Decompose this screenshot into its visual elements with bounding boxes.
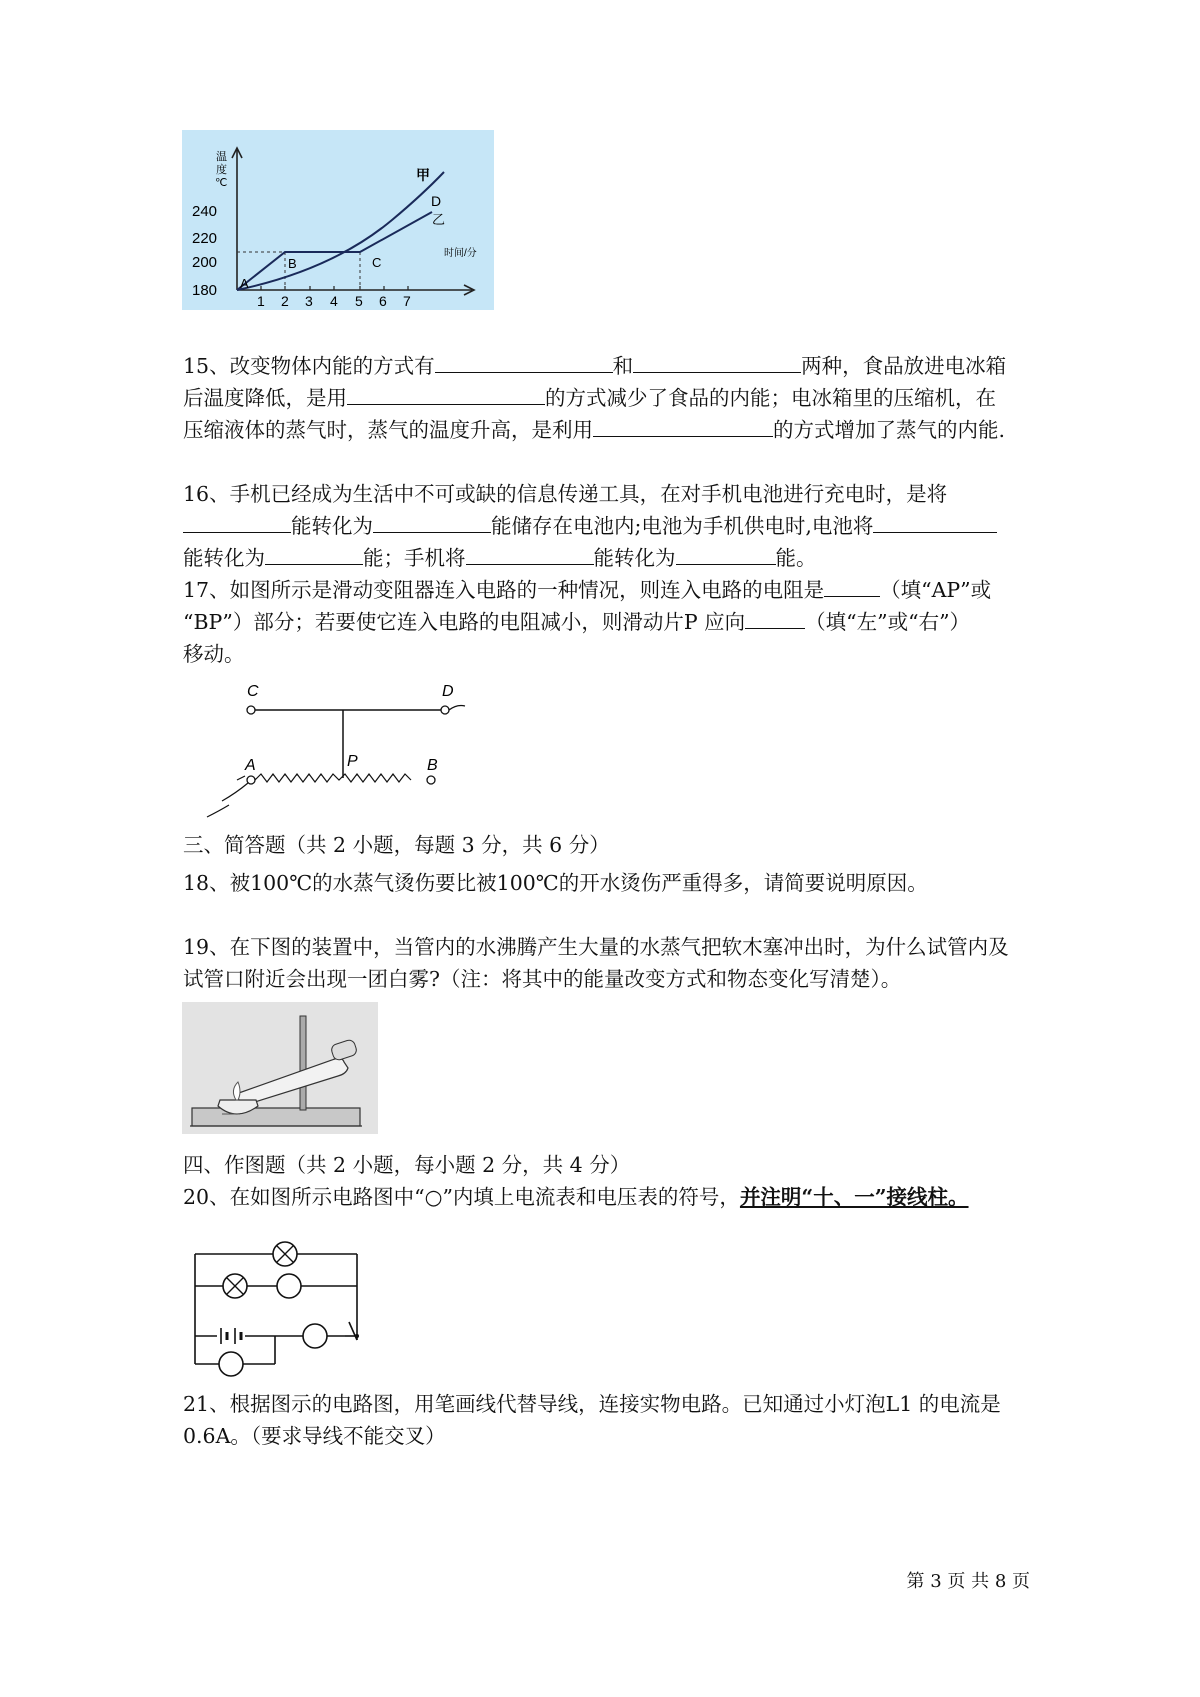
switch-contact xyxy=(355,1334,359,1338)
stand-base xyxy=(192,1108,360,1126)
y-tick-220: 220 xyxy=(192,230,218,247)
y-tick-240: 240 xyxy=(192,203,218,220)
label-C: C xyxy=(247,683,259,700)
terminal-D xyxy=(441,706,449,714)
circuit-svg xyxy=(185,1230,375,1378)
label-jia: 甲 xyxy=(416,167,430,183)
steam-apparatus-image xyxy=(182,1002,378,1134)
q19-line-2: 试管口附近会出现一团白雾?（注：将其中的能量改变方式和物态变化写清楚）。 xyxy=(183,967,902,991)
q15-blank-3[interactable] xyxy=(347,382,545,405)
label-point-D: D xyxy=(431,193,442,209)
cork xyxy=(330,1039,358,1062)
q16-line-2 xyxy=(183,510,997,542)
q21-line-2: 0.6A。（要求导线不能交叉） xyxy=(183,1424,446,1448)
q16-blank-1[interactable] xyxy=(183,510,291,533)
q15-text-6: 压缩液体的蒸气时，蒸气的温度升高，是利用 xyxy=(183,418,593,442)
x-tick-4: 4 xyxy=(330,293,338,309)
rheostat-svg xyxy=(185,680,495,820)
q18-text: 18、被100℃的水蒸气烫伤要比被100℃的开水烫伤严重得多，请简要说明原因。 xyxy=(183,871,928,895)
q16-text-3a: 能转化为 xyxy=(183,546,265,570)
q20-text-prefix: 20、在如图所示电路图中“○”内填上电流表和电压表的符号， xyxy=(183,1185,740,1209)
terminal-A xyxy=(247,776,255,784)
section-3-heading: 三、简答题（共 2 小题，每题 3 分，共 6 分） xyxy=(183,833,610,857)
y-axis-label-3: ℃ xyxy=(215,177,228,189)
q17-line-1 xyxy=(183,574,991,606)
x-tick-1: 1 xyxy=(257,293,265,309)
label-yi: 乙 xyxy=(432,212,446,227)
q17-blank-1[interactable] xyxy=(824,574,880,597)
q17-text-1a: 17、如图所示是滑动变阻器连入电路的一种情况，则连入电路的电阻是 xyxy=(183,578,825,602)
resistance-coil xyxy=(255,774,411,782)
label-D: D xyxy=(442,683,454,700)
q16-blank-5[interactable] xyxy=(466,542,594,565)
q16-line-3 xyxy=(183,542,817,574)
q15-text-3: 两种，食品放进电冰箱 xyxy=(801,354,1007,378)
label-A: A xyxy=(245,757,256,774)
q16-blank-4[interactable] xyxy=(265,542,363,565)
meter-circle-3[interactable] xyxy=(219,1352,243,1376)
q16-blank-6[interactable] xyxy=(676,542,776,565)
q16-text-2a: 能转化为 xyxy=(291,514,373,538)
x-axis-label: 时间/分 xyxy=(444,248,477,259)
q20-text-emphasis: 并注明“十、一”接线柱。 xyxy=(739,1185,969,1209)
q17-text-2b: （填“左”或“右”） xyxy=(805,610,971,634)
q15-line-1 xyxy=(183,350,1006,382)
graph-svg xyxy=(182,130,494,310)
q15-line-3 xyxy=(183,414,1005,446)
q17-text-2a: “BP”）部分；若要使它连入电路的电阻减小，则滑动片P 应向 xyxy=(183,610,746,634)
label-P: P xyxy=(347,753,358,770)
q15-text-7: 的方式增加了蒸气的内能. xyxy=(773,418,1006,442)
x-tick-5: 5 xyxy=(355,293,363,309)
q16-blank-3[interactable] xyxy=(873,510,997,533)
q17-blank-2[interactable] xyxy=(745,606,805,629)
q21-line-1: 21、根据图示的电路图，用笔画线代替导线，连接实物电路。已知通过小灯泡L1 的电流是 xyxy=(183,1392,1001,1416)
q15-text-2: 和 xyxy=(612,354,634,378)
q16-blank-2[interactable] xyxy=(373,510,491,533)
temperature-time-graph xyxy=(182,130,494,310)
x-tick-6: 6 xyxy=(379,293,387,309)
wire-A-stub xyxy=(237,776,245,780)
label-point-B: B xyxy=(288,256,297,271)
q15-text-5: 的方式减少了食品的内能；电冰箱里的压缩机，在 xyxy=(545,386,996,410)
test-tube xyxy=(236,1058,348,1106)
meter-circle-2[interactable] xyxy=(303,1324,327,1348)
x-tick-2: 2 xyxy=(281,293,289,309)
q17-line-2 xyxy=(183,606,970,638)
q19-line-1: 19、在下图的装置中，当管内的水沸腾产生大量的水蒸气把软木塞冲出时，为什么试管内及 xyxy=(183,935,1009,959)
label-point-C: C xyxy=(372,255,382,270)
y-axis-label-1: 温 xyxy=(216,151,227,163)
terminal-B xyxy=(427,776,435,784)
terminal-C xyxy=(247,706,255,714)
label-B: B xyxy=(427,757,438,774)
steam-apparatus-svg xyxy=(182,1002,378,1134)
q15-blank-4[interactable] xyxy=(593,414,773,437)
graph-background xyxy=(182,130,494,310)
q15-blank-1[interactable] xyxy=(435,350,613,373)
q16-line-1: 16、手机已经成为生活中不可或缺的信息传递工具，在对手机电池进行充电时，是将 xyxy=(183,482,948,506)
page-footer: 第 3 页 共 8 页 xyxy=(906,1571,1030,1592)
q16-text-3d: 能。 xyxy=(775,546,817,570)
q16-text-3c: 能转化为 xyxy=(593,546,676,570)
x-tick-3: 3 xyxy=(305,293,313,309)
wire-A xyxy=(207,783,248,817)
circuit-diagram xyxy=(185,1230,375,1378)
y-axis-label-2: 度 xyxy=(216,164,227,176)
q15-blank-2[interactable] xyxy=(633,350,801,373)
meter-circle-1[interactable] xyxy=(277,1274,301,1298)
q15-text-4: 后温度降低，是用 xyxy=(183,386,347,410)
q16-text-2b: 能储存在电池内;电池为手机供电时,电池将 xyxy=(491,514,874,538)
q20-text xyxy=(183,1181,969,1213)
wire-D xyxy=(449,706,465,711)
y-tick-200: 200 xyxy=(192,254,218,271)
q15-line-2 xyxy=(183,382,996,414)
q17-line-3: 移动。 xyxy=(183,642,245,666)
label-point-A: A xyxy=(240,276,249,291)
rheostat-figure xyxy=(185,680,495,820)
q15-text-1: 15、改变物体内能的方式有 xyxy=(183,354,435,378)
section-4-heading: 四、作图题（共 2 小题，每小题 2 分，共 4 分） xyxy=(183,1153,631,1177)
flame xyxy=(233,1082,240,1100)
q17-text-1b: （填“AP”或 xyxy=(880,578,992,602)
stand-rod xyxy=(300,1016,306,1110)
q16-text-3b: 能；手机将 xyxy=(363,546,466,570)
x-tick-7: 7 xyxy=(403,293,411,309)
y-tick-180: 180 xyxy=(192,282,218,299)
